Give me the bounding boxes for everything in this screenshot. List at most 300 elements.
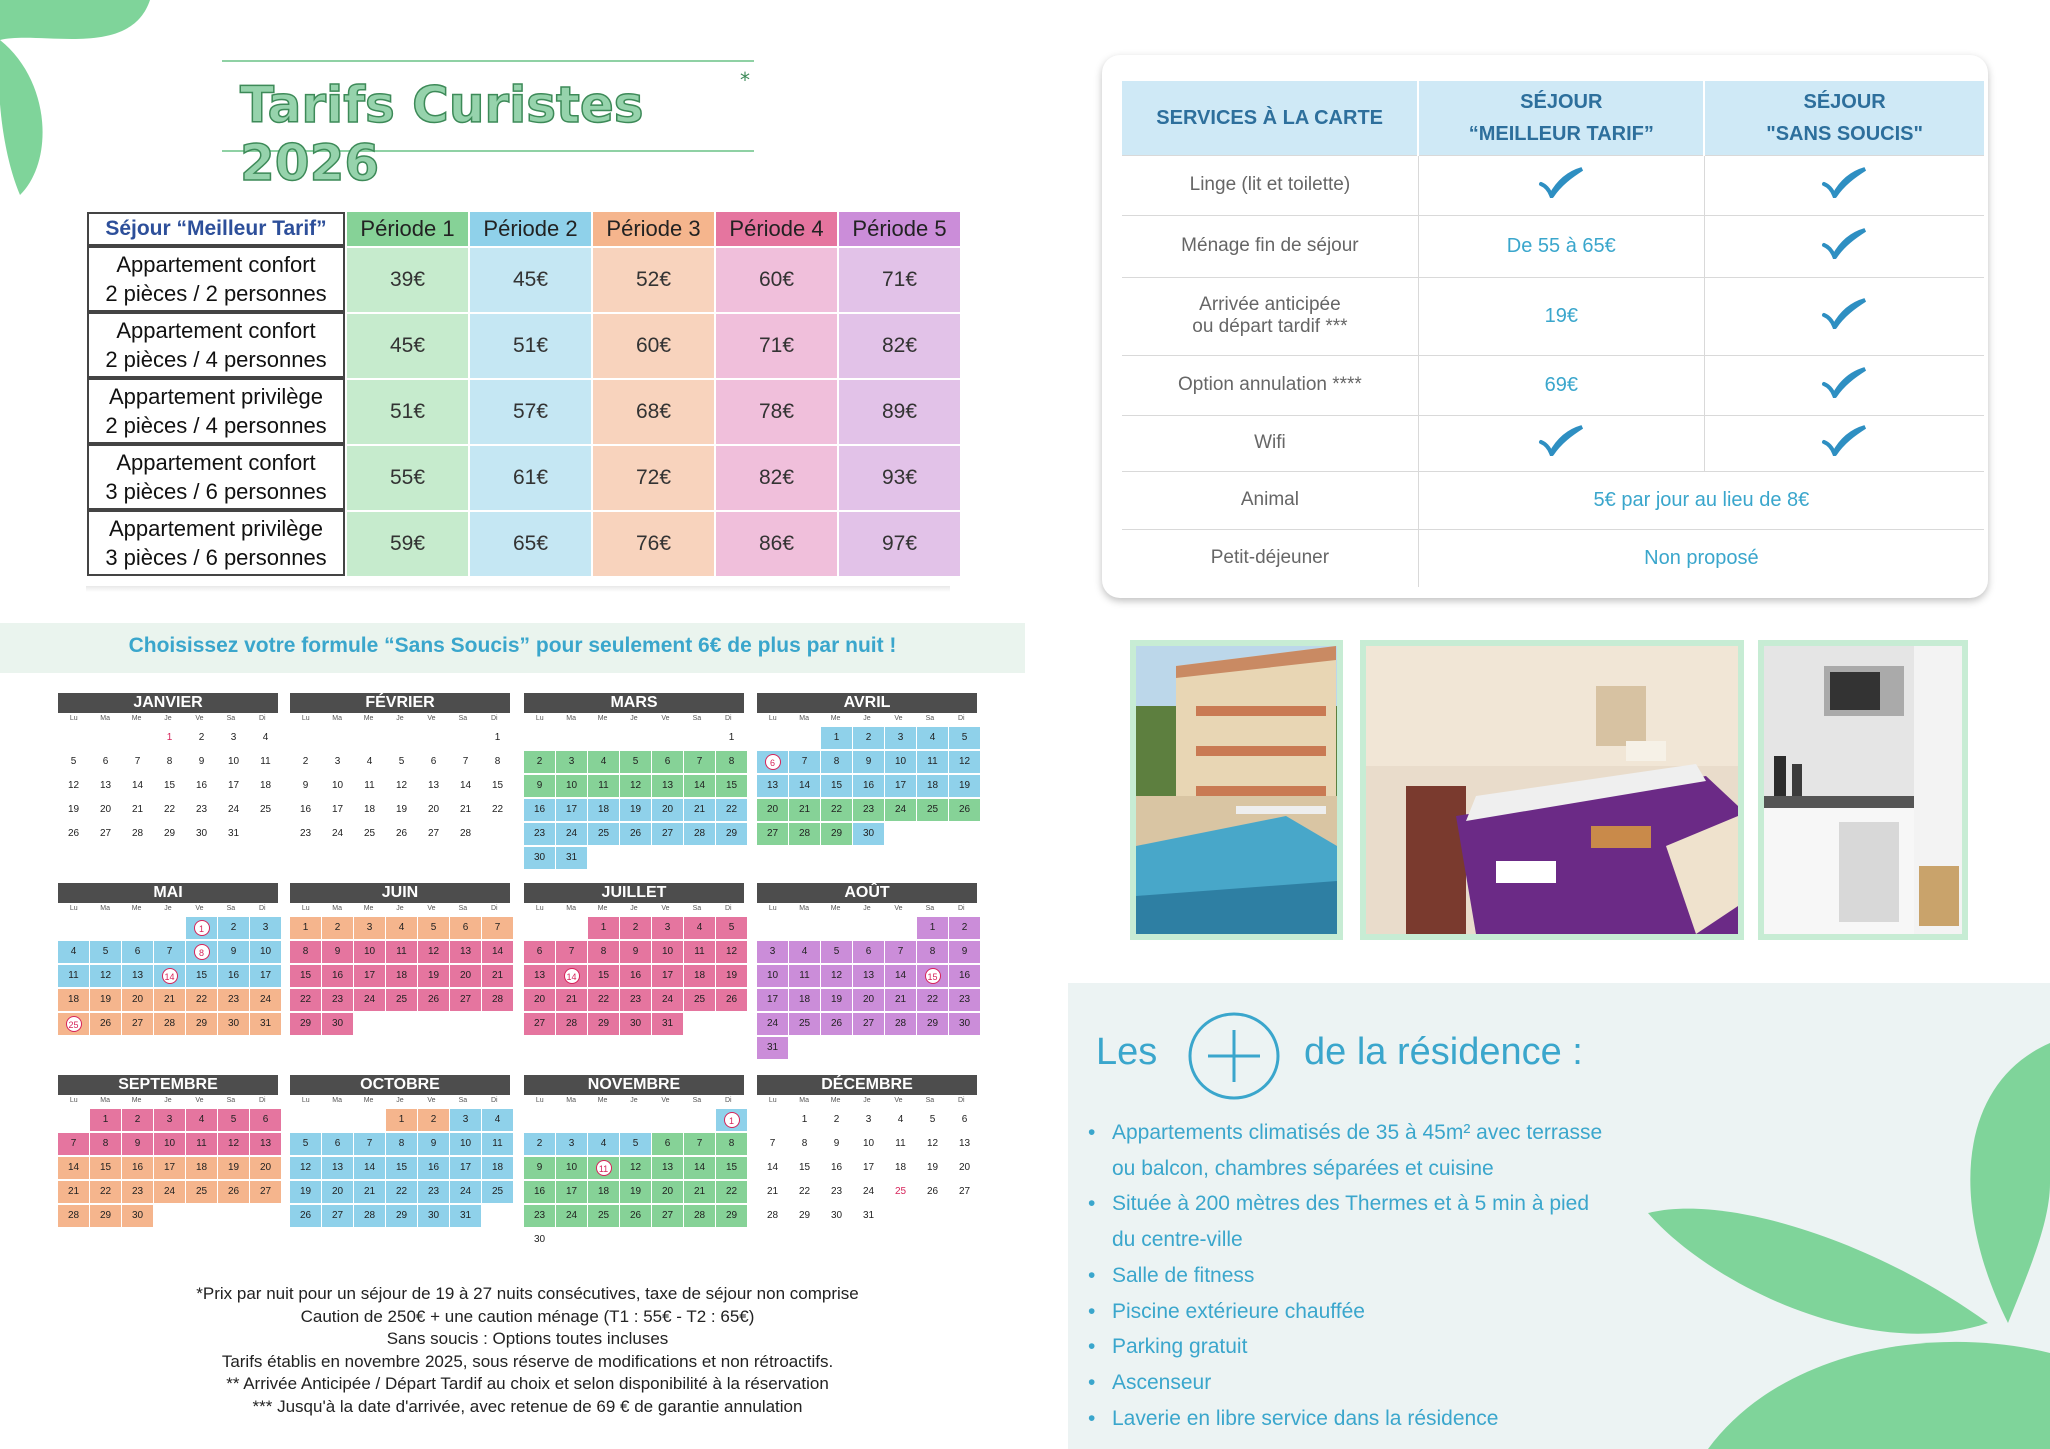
weekday-row bbox=[524, 713, 744, 725]
calendar-day: 9 bbox=[524, 775, 555, 797]
bedroom-image bbox=[1366, 646, 1738, 934]
calendar-day: 18 bbox=[588, 799, 619, 821]
calendar-day: 13 bbox=[958, 1138, 971, 1149]
service-label-line: Ménage fin de séjour bbox=[1181, 235, 1359, 256]
price-cell-period-4: 82€ bbox=[716, 444, 837, 510]
weekday-label: Sa bbox=[458, 1097, 468, 1104]
calendar-day: 2 bbox=[418, 1109, 449, 1131]
calendar-day: 2 bbox=[524, 751, 555, 773]
calendar-day: 3 bbox=[556, 1133, 587, 1155]
month-name: SEPTEMBRE bbox=[58, 1075, 278, 1095]
empty-day-cell bbox=[524, 1109, 555, 1131]
calendar-day: 11 bbox=[684, 941, 715, 963]
day-grid bbox=[524, 917, 744, 1035]
calendar-day: 7 bbox=[154, 941, 185, 963]
price-cell-period-2: 51€ bbox=[470, 312, 591, 378]
calendar-day: 12 bbox=[620, 775, 651, 797]
feature-item bbox=[1088, 1115, 1602, 1186]
calendar-day: 8 bbox=[716, 1133, 747, 1155]
calendar-day: 21 bbox=[459, 804, 472, 815]
weekday-row bbox=[757, 1095, 977, 1107]
month-calendar bbox=[757, 883, 977, 1059]
weekday-label: Di bbox=[490, 1097, 498, 1104]
calendar-day: 22 bbox=[917, 989, 948, 1011]
price-cell-period-1: 51€ bbox=[347, 378, 468, 444]
weekday-label: Lu bbox=[768, 1097, 777, 1104]
empty-day-cell bbox=[386, 727, 417, 749]
month-calendar bbox=[524, 883, 744, 1035]
calendar-day: 21 bbox=[684, 1181, 715, 1203]
service-label bbox=[1122, 277, 1418, 355]
calendar-day: 20 bbox=[524, 989, 555, 1011]
calendar-day: 8 bbox=[494, 756, 501, 767]
calendar-day: 21 bbox=[354, 1181, 385, 1203]
calendar-day: 17 bbox=[154, 1157, 185, 1179]
leaf-decoration-bottom-right bbox=[1628, 1023, 2050, 1449]
calendar-day: 25 bbox=[482, 1181, 513, 1203]
weekday-label: Me bbox=[597, 905, 608, 912]
service-row bbox=[1122, 415, 1984, 471]
price-cell-period-5: 97€ bbox=[839, 510, 960, 576]
empty-day-cell bbox=[652, 1109, 683, 1131]
calendar-day: 5 bbox=[70, 756, 77, 767]
weekday-label: Ma bbox=[332, 1097, 342, 1104]
title-asterisk: * bbox=[740, 68, 750, 92]
calendar-day: 24 bbox=[556, 823, 587, 845]
calendar-day: 9 bbox=[218, 941, 249, 963]
calendar-day: 2 bbox=[302, 756, 309, 767]
calendar-day: 14 bbox=[684, 775, 715, 797]
service-label-line: ou départ tardif *** bbox=[1192, 316, 1348, 337]
calendar-day: 28 bbox=[131, 828, 144, 839]
check-icon bbox=[1821, 424, 1867, 456]
price-cell-period-2: 57€ bbox=[470, 378, 591, 444]
calendar-day: 24 bbox=[757, 1013, 788, 1035]
weekday-label: Sa bbox=[925, 905, 935, 912]
weekday-row bbox=[524, 903, 744, 915]
price-cell-period-2: 61€ bbox=[470, 444, 591, 510]
calendar-day: 30 bbox=[620, 1013, 651, 1035]
calendar-day: 3 bbox=[154, 1109, 185, 1131]
weekday-label: Lu bbox=[535, 1097, 544, 1104]
calendar-day: 21 bbox=[766, 1186, 779, 1197]
calendar-day: 17 bbox=[250, 965, 281, 987]
calendar-day: 14 bbox=[459, 780, 472, 791]
calendar-day: 27 bbox=[250, 1181, 281, 1203]
calendar-day: 9 bbox=[524, 1157, 555, 1179]
calendar-day: 25 bbox=[789, 1013, 820, 1035]
calendar-day: 30 bbox=[322, 1013, 353, 1035]
calendar-day: 27 bbox=[524, 1013, 555, 1035]
calendar-day: 20 bbox=[322, 1181, 353, 1203]
calendar-day: 12 bbox=[949, 751, 980, 773]
calendar-day: 25 bbox=[588, 1205, 619, 1227]
calendar-day: 4 bbox=[588, 751, 619, 773]
empty-day-cell bbox=[322, 1109, 353, 1131]
calendar-day: 9 bbox=[620, 941, 651, 963]
calendar-day: 8 bbox=[290, 941, 321, 963]
calendar-day: 16 bbox=[853, 775, 884, 797]
calendar-day: 25 bbox=[186, 1181, 217, 1203]
calendar-day: 6 bbox=[102, 756, 109, 767]
calendar-day: 5 bbox=[90, 941, 121, 963]
calendar-day: 5 bbox=[290, 1133, 321, 1155]
calendar-day: 11 bbox=[895, 1138, 906, 1149]
calendar-day: 16 bbox=[620, 965, 651, 987]
holiday-day: 11 bbox=[596, 1160, 612, 1176]
calendar-day: 31 bbox=[757, 1037, 788, 1059]
calendar-day: 2 bbox=[122, 1109, 153, 1131]
calendar-day: 10 bbox=[652, 941, 683, 963]
calendar-day: 20 bbox=[427, 804, 440, 815]
title-frame bbox=[222, 60, 754, 192]
calendar-day: 23 bbox=[299, 828, 312, 839]
calendar-day: 11 bbox=[588, 775, 619, 797]
footnote-line: Caution de 250€ + une caution ménage (T1 : 55€ - T2 : 65€) bbox=[300, 1306, 755, 1326]
calendar-day: 10 bbox=[331, 780, 344, 791]
calendar-day: 25 bbox=[894, 1186, 907, 1197]
apartment-type-line2: 3 pièces / 6 personnes bbox=[105, 479, 327, 504]
calendar-day: 21 bbox=[482, 965, 513, 987]
weekday-label: Me bbox=[363, 905, 374, 912]
calendar-day: 10 bbox=[227, 756, 240, 767]
calendar-day: 26 bbox=[90, 1013, 121, 1035]
calendar-day: 4 bbox=[262, 732, 269, 743]
calendar-day: 18 bbox=[684, 965, 715, 987]
calendar-day: 16 bbox=[122, 1157, 153, 1179]
apartment-type-line1: Appartement confort bbox=[116, 252, 316, 277]
empty-day-cell bbox=[789, 917, 820, 939]
calendar-day bbox=[716, 1109, 747, 1131]
calendar-day: 9 bbox=[833, 1138, 840, 1149]
empty-day-cell bbox=[450, 727, 481, 749]
calendar-day: 22 bbox=[386, 1181, 417, 1203]
calendar-day: 20 bbox=[99, 804, 112, 815]
calendar-day: 24 bbox=[652, 989, 683, 1011]
service-label-line: Linge (lit et toilette) bbox=[1189, 174, 1351, 195]
calendar-day: 2 bbox=[949, 917, 980, 939]
service-label bbox=[1122, 215, 1418, 277]
calendar-day: 12 bbox=[218, 1133, 249, 1155]
calendar-day: 5 bbox=[821, 941, 852, 963]
calendar-day: 26 bbox=[620, 823, 651, 845]
calendar-day: 24 bbox=[450, 1181, 481, 1203]
calendar-day: 17 bbox=[331, 804, 344, 815]
weekday-label: Je bbox=[863, 905, 871, 912]
calendar-day: 12 bbox=[90, 965, 121, 987]
weekday-label: Me bbox=[830, 715, 841, 722]
calendar-day: 19 bbox=[290, 1181, 321, 1203]
calendar-day: 9 bbox=[853, 751, 884, 773]
calendar-day: 22 bbox=[798, 1186, 811, 1197]
period-2-header: Période 2 bbox=[470, 212, 591, 246]
calendar-day: 3 bbox=[334, 756, 341, 767]
calendar-day: 31 bbox=[227, 828, 240, 839]
calendar-day: 24 bbox=[331, 828, 344, 839]
calendar-day: 23 bbox=[524, 823, 555, 845]
calendar-day: 11 bbox=[260, 756, 271, 767]
calendar-day: 24 bbox=[250, 989, 281, 1011]
calendar-day: 16 bbox=[524, 1181, 555, 1203]
meilleur-header-line1: SÉJOUR bbox=[1520, 90, 1603, 113]
calendar-day: 4 bbox=[917, 727, 948, 749]
month-calendar bbox=[757, 693, 977, 845]
calendar-day: 27 bbox=[757, 823, 788, 845]
weekday-label: Me bbox=[131, 905, 142, 912]
calendar-day: 26 bbox=[620, 1205, 651, 1227]
calendar-day: 2 bbox=[218, 917, 249, 939]
calendar-day: 10 bbox=[556, 775, 587, 797]
calendar-day: 16 bbox=[418, 1157, 449, 1179]
weekday-row bbox=[290, 713, 510, 725]
empty-day-cell bbox=[290, 727, 321, 749]
residence-features-list bbox=[1088, 1115, 1602, 1436]
calendar-day: 16 bbox=[524, 799, 555, 821]
calendar-day: 10 bbox=[450, 1133, 481, 1155]
calendar-day: 25 bbox=[363, 828, 376, 839]
calendar-day: 1 bbox=[494, 732, 501, 743]
calendar-day: 27 bbox=[450, 989, 481, 1011]
calendar-day: 29 bbox=[588, 1013, 619, 1035]
calendar-day: 28 bbox=[684, 823, 715, 845]
feature-item bbox=[1088, 1329, 1602, 1365]
empty-day-cell bbox=[757, 727, 788, 749]
apartment-type-line1: Appartement confort bbox=[116, 450, 316, 475]
empty-day-cell bbox=[789, 727, 820, 749]
weekday-label: Ve bbox=[195, 905, 204, 912]
service-label bbox=[1122, 155, 1418, 215]
price-cell-period-5: 89€ bbox=[839, 378, 960, 444]
empty-day-cell bbox=[853, 917, 884, 939]
price-row bbox=[87, 510, 960, 576]
empty-day-cell bbox=[58, 917, 89, 939]
empty-day-cell bbox=[58, 1109, 89, 1131]
calendar-day: 7 bbox=[556, 941, 587, 963]
apartment-type-line2: 2 pièces / 4 personnes bbox=[105, 413, 327, 438]
weekday-label: Ve bbox=[661, 1097, 670, 1104]
apartment-type-line1: Appartement confort bbox=[116, 318, 316, 343]
price-cell-period-3: 52€ bbox=[593, 246, 714, 312]
empty-day-cell bbox=[58, 727, 89, 749]
weekday-label: Ma bbox=[566, 905, 576, 912]
calendar-day: 11 bbox=[58, 965, 89, 987]
banner-text: Choisissez votre formule “Sans Soucis” pour seulement 6€ de plus par nuit ! bbox=[128, 634, 897, 657]
calendar-day: 12 bbox=[67, 780, 80, 791]
weekday-label: Je bbox=[863, 1097, 871, 1104]
calendar-day: 4 bbox=[186, 1109, 217, 1131]
weekday-label: Je bbox=[164, 715, 172, 722]
empty-day-cell bbox=[620, 1109, 651, 1131]
calendar-day: 15 bbox=[163, 780, 176, 791]
month-calendar bbox=[58, 883, 278, 1035]
calendar-day: 23 bbox=[949, 989, 980, 1011]
calendar-day: 29 bbox=[716, 1205, 747, 1227]
calendar-day: 1 bbox=[917, 917, 948, 939]
calendar-day: 21 bbox=[131, 804, 144, 815]
calendar-day: 22 bbox=[716, 799, 747, 821]
holiday-day: 1 bbox=[194, 920, 210, 936]
empty-day-cell bbox=[684, 1109, 715, 1131]
calendar-day: 19 bbox=[395, 804, 408, 815]
calendar-day: 8 bbox=[821, 751, 852, 773]
sans-soucis-cell bbox=[1704, 415, 1984, 471]
day-grid bbox=[58, 917, 278, 1035]
calendar-day: 14 bbox=[58, 1157, 89, 1179]
weekday-label: Sa bbox=[458, 715, 468, 722]
calendar-day: 29 bbox=[917, 1013, 948, 1035]
calendar-day: 13 bbox=[652, 775, 683, 797]
calendar-day: 7 bbox=[789, 751, 820, 773]
holiday-day: 14 bbox=[564, 968, 580, 984]
weekday-label: Me bbox=[363, 1097, 374, 1104]
calendar-day: 2 bbox=[322, 917, 353, 939]
plus-les-text: Les bbox=[1096, 1031, 1158, 1073]
footnote-line: ** Arrivée Anticipée / Départ Tardif au choix et selon disponibilité à la réservation bbox=[226, 1374, 829, 1393]
calendar-day: 30 bbox=[195, 828, 208, 839]
weekday-label: Ma bbox=[332, 715, 342, 722]
calendar-day: 28 bbox=[789, 823, 820, 845]
services-header: SERVICES À LA CARTE bbox=[1122, 81, 1418, 155]
calendar-day: 23 bbox=[853, 799, 884, 821]
calendar-day: 23 bbox=[122, 1181, 153, 1203]
calendar-day: 13 bbox=[853, 965, 884, 987]
calendar-day: 1 bbox=[728, 732, 735, 743]
pool-image bbox=[1136, 646, 1337, 934]
calendar-day: 9 bbox=[302, 780, 309, 791]
weekday-label: Me bbox=[131, 1097, 142, 1104]
calendar-day: 10 bbox=[757, 965, 788, 987]
calendar-day: 28 bbox=[556, 1013, 587, 1035]
calendar-day: 6 bbox=[430, 756, 437, 767]
calendar-day bbox=[757, 751, 788, 773]
calendar-day: 17 bbox=[450, 1157, 481, 1179]
empty-day-cell bbox=[154, 917, 185, 939]
month-name: DÉCEMBRE bbox=[757, 1075, 977, 1095]
feature-item bbox=[1088, 1365, 1602, 1401]
calendar-day: 6 bbox=[853, 941, 884, 963]
check-icon bbox=[1821, 366, 1867, 398]
calendar-day: 5 bbox=[929, 1114, 936, 1125]
month-name: OCTOBRE bbox=[290, 1075, 510, 1095]
calendar-day: 2 bbox=[620, 917, 651, 939]
calendar-day: 6 bbox=[322, 1133, 353, 1155]
period-1-header: Période 1 bbox=[347, 212, 468, 246]
calendar-day: 31 bbox=[556, 847, 587, 869]
calendar-day: 7 bbox=[482, 917, 513, 939]
calendar-day: 19 bbox=[926, 1162, 939, 1173]
calendar-day: 7 bbox=[769, 1138, 776, 1149]
calendar-day: 20 bbox=[652, 1181, 683, 1203]
calendar-day: 4 bbox=[588, 1133, 619, 1155]
calendar-day: 23 bbox=[830, 1186, 843, 1197]
holiday-day: 14 bbox=[162, 968, 178, 984]
calendar-day: 5 bbox=[620, 1133, 651, 1155]
calendar-day: 1 bbox=[166, 732, 173, 743]
calendar-day: 14 bbox=[789, 775, 820, 797]
weekday-label: Lu bbox=[301, 905, 310, 912]
calendar-day: 23 bbox=[195, 804, 208, 815]
calendar-day: 26 bbox=[716, 989, 747, 1011]
calendar-day: 28 bbox=[354, 1205, 385, 1227]
calendar-day: 6 bbox=[652, 1133, 683, 1155]
calendar-day: 30 bbox=[949, 1013, 980, 1035]
calendar-day: 2 bbox=[524, 1133, 555, 1155]
calendar-day: 17 bbox=[885, 775, 916, 797]
calendar-day: 11 bbox=[789, 965, 820, 987]
calendar-day: 9 bbox=[418, 1133, 449, 1155]
calendar-day: 15 bbox=[186, 965, 217, 987]
calendar-day: 26 bbox=[67, 828, 80, 839]
sans-soucis-cell bbox=[1704, 355, 1984, 415]
price-cell-period-5: 93€ bbox=[839, 444, 960, 510]
calendar-day: 28 bbox=[459, 828, 472, 839]
feature-text: • Appartements climatisés de 35 à 45m² avec terrasse bbox=[1112, 1121, 1603, 1144]
calendar-day: 7 bbox=[885, 941, 916, 963]
weekday-row bbox=[290, 903, 510, 915]
calendar-day: 29 bbox=[386, 1205, 417, 1227]
calendar-day: 23 bbox=[418, 1181, 449, 1203]
calendar-day: 22 bbox=[821, 799, 852, 821]
empty-day-cell bbox=[556, 727, 587, 749]
leaf-decoration-top-left bbox=[0, 0, 170, 200]
check-icon bbox=[1538, 424, 1584, 456]
day-grid bbox=[524, 727, 744, 869]
weekday-label: Di bbox=[490, 905, 498, 912]
price-cell-period-4: 86€ bbox=[716, 510, 837, 576]
calendar-day: 21 bbox=[58, 1181, 89, 1203]
calendar-day: 13 bbox=[652, 1157, 683, 1179]
pool-photo bbox=[1130, 640, 1343, 940]
calendar-day: 30 bbox=[218, 1013, 249, 1035]
month-name: AVRIL bbox=[757, 693, 977, 713]
plus-rest-text: de la résidence : bbox=[1304, 1031, 1583, 1073]
empty-day-cell bbox=[290, 1109, 321, 1131]
calendar-day: 30 bbox=[122, 1205, 153, 1227]
calendar-day bbox=[186, 917, 217, 939]
calendar-day: 13 bbox=[757, 775, 788, 797]
weekday-label: Ve bbox=[427, 905, 436, 912]
weekday-row bbox=[524, 1095, 744, 1107]
residence-plus-panel bbox=[1068, 983, 2050, 1449]
meilleur-header-line2: “MEILLEUR TARIF” bbox=[1468, 122, 1654, 145]
calendar-day: 19 bbox=[716, 965, 747, 987]
month-name: JANVIER bbox=[58, 693, 278, 713]
calendar-day: 3 bbox=[354, 917, 385, 939]
calendar-day: 7 bbox=[462, 756, 469, 767]
calendar-day: 20 bbox=[757, 799, 788, 821]
period-5-header: Période 5 bbox=[839, 212, 960, 246]
meilleur-tarif-header bbox=[1418, 81, 1704, 155]
calendar-day: 20 bbox=[250, 1157, 281, 1179]
calendar-day: 9 bbox=[949, 941, 980, 963]
calendar-day: 5 bbox=[398, 756, 405, 767]
apartment-type-label bbox=[87, 378, 345, 444]
calendar-day: 18 bbox=[363, 804, 376, 815]
plus-icon bbox=[1186, 1010, 1282, 1102]
calendar-day: 26 bbox=[949, 799, 980, 821]
calendar-day: 12 bbox=[716, 941, 747, 963]
feature-text-continued: ou balcon, chambres séparées et cuisine bbox=[1112, 1156, 1494, 1180]
calendar-day: 18 bbox=[917, 775, 948, 797]
calendar-day: 19 bbox=[620, 1181, 651, 1203]
weekday-label: Ve bbox=[427, 1097, 436, 1104]
calendar-day: 26 bbox=[821, 1013, 852, 1035]
calendar-day: 20 bbox=[450, 965, 481, 987]
service-label: Animal bbox=[1122, 471, 1418, 529]
calendar-day bbox=[917, 965, 948, 987]
feature-item bbox=[1088, 1258, 1602, 1294]
empty-day-cell bbox=[652, 727, 683, 749]
